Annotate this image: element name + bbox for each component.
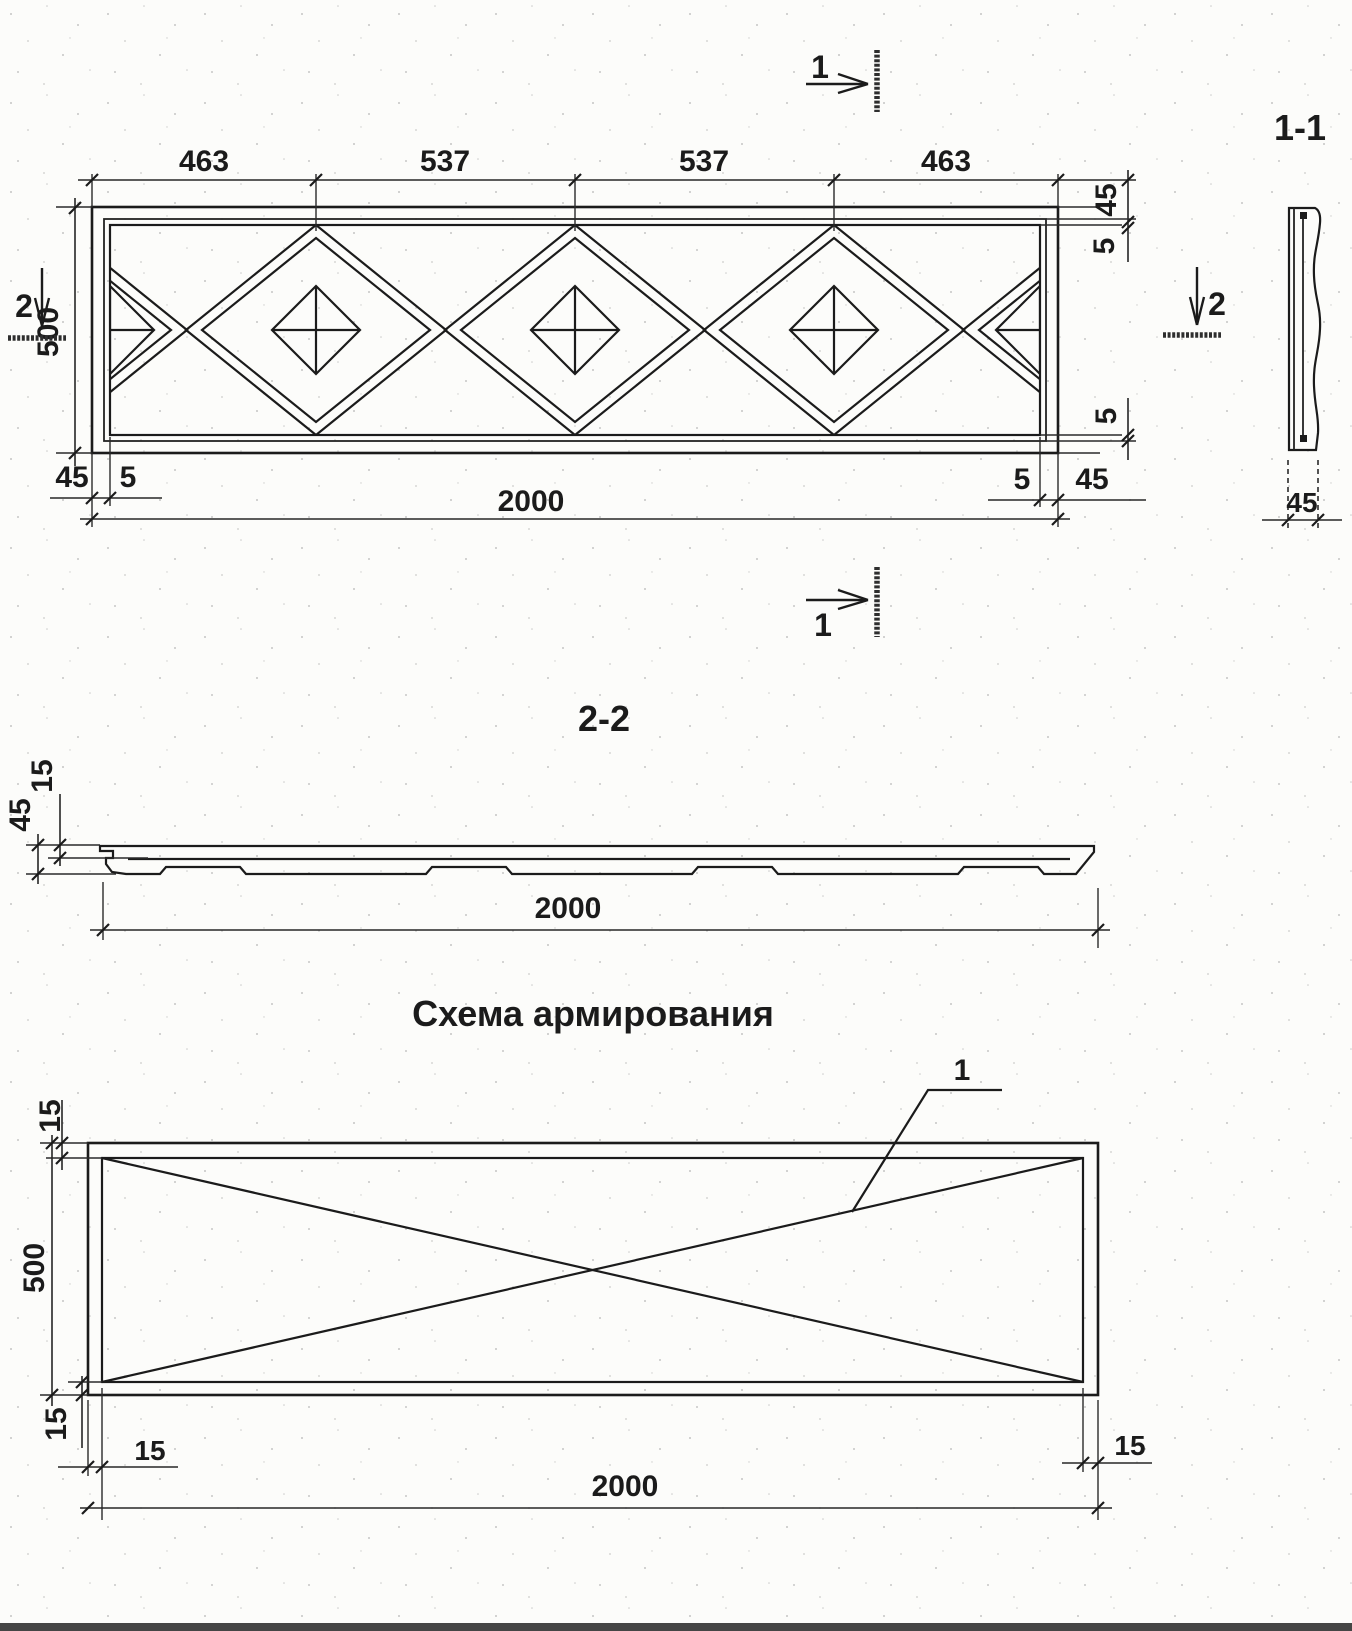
dim-15-cover-right: 15 [1114,1430,1146,1461]
dim-15-cover-top: 15 [34,1099,67,1133]
rebar-hook-top [1300,212,1307,219]
rebar-hook-bottom [1300,435,1307,442]
dim-45-bottom-right: 45 [1075,463,1109,496]
section-1-number: 1 [814,607,832,643]
section-2-number: 2 [1208,286,1226,322]
dim-537-left: 537 [419,145,471,178]
dim-2000-width: 2000 [497,485,565,518]
dim-5-bottom-left: 5 [119,461,137,494]
dim-45-thickness: 45 [4,798,37,832]
dim-5-top-right: 5 [1088,237,1121,255]
dim-15-cover-bottom: 15 [40,1407,73,1441]
dim-463-right: 463 [920,145,972,178]
dim-500-height: 500 [32,306,65,358]
dim-2000-length: 2000 [591,1470,659,1503]
section-2-number: 2 [15,288,33,324]
reinforcement-title: Схема армирования [412,993,774,1034]
dim-45-bottom-left: 45 [55,461,89,494]
dim-15-cover-left: 15 [134,1435,166,1466]
dim-500-height: 500 [18,1242,51,1294]
section-1-1-title: 1-1 [1273,107,1327,148]
dim-537-right: 537 [678,145,730,178]
dim-463-left: 463 [178,145,230,178]
section-2-2-title: 2-2 [577,698,631,739]
rebar-position-number: 1 [953,1054,971,1087]
dim-45-top-right: 45 [1090,183,1123,217]
scan-edge-artifact [0,1623,1352,1631]
dim-5-bottom-right: 5 [1013,463,1031,496]
dim-2000-length: 2000 [534,892,602,925]
section-1-number: 1 [811,49,829,85]
dim-15-face: 15 [26,759,59,793]
dim-45-thickness: 45 [1286,487,1318,518]
dim-5-right-lower: 5 [1090,407,1123,425]
